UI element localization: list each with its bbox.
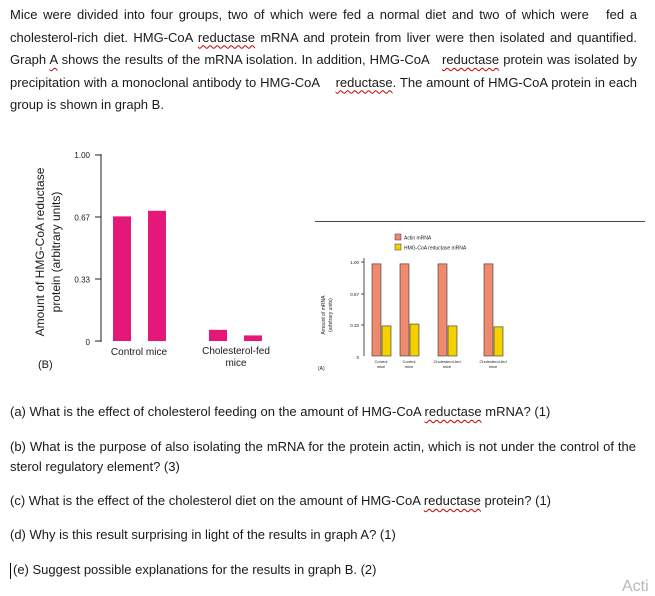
y-tick-label: 0 [356, 355, 359, 360]
y-tick-label: 0.33 [350, 323, 359, 328]
question-b: (b) What is the purpose of also isolating the mRNA for the protein actin, which is not under the control of the sterol regulatory element? (3) [10, 439, 636, 474]
spellcheck-word: reductase [442, 52, 500, 67]
legend-label: Actin mRNA [404, 235, 432, 242]
bar-actin-mrna [400, 264, 409, 356]
bar-actin-mrna [372, 264, 381, 356]
bars [113, 211, 262, 341]
bar-hmg-protein [209, 330, 227, 341]
question-text: (c) What is the effect of the cholesterol diet on the amount of HMG-CoA [10, 493, 421, 508]
intro-text: protein was isolated by precipitation with a monoclonal antibody to HMG-CoA [10, 52, 637, 90]
spellcheck-word: reductase [335, 74, 393, 90]
y-tick-label: 0.67 [350, 292, 359, 297]
spellcheck-word: reductase [424, 404, 482, 419]
bar-hmg-mrna [382, 326, 391, 356]
y-axis-label: Amount of mRNA [321, 295, 327, 335]
spellcheck-word: reductase [197, 29, 256, 45]
x-category-label: mice [404, 364, 414, 369]
x-category-label: Cholesterol-fed [433, 359, 461, 364]
panel-label: (A) [318, 366, 325, 372]
y-axis-label: Amount of HMG-CoA reductase [33, 167, 47, 337]
bar-actin-mrna [484, 264, 493, 356]
intro-text: mRNA and protein from liver were then isolated and quantified. Graph [10, 29, 638, 67]
question-d: (d) Why is this result surprising in light of the results in graph A? (1) [10, 527, 396, 542]
legend-swatch-hmg [395, 244, 401, 250]
bar-hmg-protein [113, 216, 131, 341]
bar-hmg-protein [148, 211, 166, 341]
bar-hmg-mrna [410, 324, 419, 356]
x-category-label: Cholesterol-fed [479, 359, 507, 364]
question-c [10, 491, 636, 511]
x-category-label: Control [402, 359, 416, 364]
question-a [10, 402, 636, 422]
y-axis-label: protein (arbitrary units) [49, 191, 63, 313]
question-text: protein? (1) [484, 493, 552, 508]
bar-actin-mrna [438, 264, 447, 356]
text-cursor [10, 563, 11, 579]
y-tick-label: 1.00 [74, 151, 90, 160]
question-text: mRNA? (1) [485, 404, 551, 419]
y-axis-label: (arbitrary units) [328, 298, 334, 332]
y-tick-label: 0 [85, 338, 90, 347]
intro-text: . The amount of HMG-CoA protein in each group is shown in graph B. [10, 74, 637, 112]
x-category-label: Control [374, 359, 388, 364]
graph-a [315, 220, 645, 380]
spellcheck-word: A [49, 52, 58, 67]
bar-hmg-protein [244, 335, 262, 341]
legend-label: HMG-CoA reductase mRNA [404, 245, 467, 252]
question-e: (e) Suggest possible explanations for the results in graph B. (2) [13, 562, 377, 577]
bar-hmg-mrna [448, 326, 457, 356]
y-tick-label: 0.67 [74, 213, 90, 223]
panel-label: (B) [38, 359, 53, 371]
x-category-label: Control mice [110, 347, 168, 358]
y-tick-label: 0.33 [74, 275, 90, 285]
graph-b [0, 140, 300, 380]
activation-watermark: Acti [622, 578, 649, 595]
intro-text: shows the results of the mRNA isolation. In addition, HMG-CoA [61, 52, 430, 67]
intro-text: Mice were divided into four groups, two of which were fed a normal diet and two of which were [10, 7, 589, 22]
x-category-label: mice [225, 358, 247, 369]
y-tick-label: 1.00 [350, 260, 359, 265]
x-category-label: Cholesterol-fed [202, 346, 270, 357]
x-category-label: mice [442, 364, 452, 369]
legend-swatch-actin [395, 234, 401, 240]
x-category-label: mice [488, 364, 498, 369]
question-text: (a) What is the effect of cholesterol feeding on the amount of HMG-CoA [10, 404, 421, 419]
intro-text: fed a cholesterol-rich diet. HMG-CoA [10, 7, 638, 45]
x-category-label: mice [376, 364, 386, 369]
bar-hmg-mrna [494, 327, 503, 356]
spellcheck-word: reductase [423, 493, 481, 508]
bars [372, 264, 503, 356]
intro-paragraph [10, 4, 637, 117]
